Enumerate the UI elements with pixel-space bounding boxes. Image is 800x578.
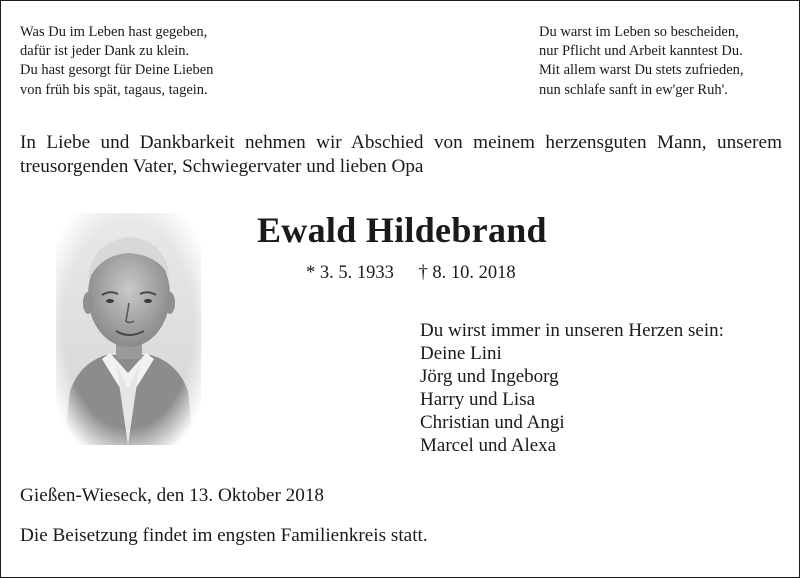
verse-line: Mit allem warst Du stets zufrieden,	[539, 62, 744, 79]
verse-line: von früh bis spät, tagaus, tagein.	[20, 81, 208, 98]
mourner: Christian und Angi	[420, 412, 565, 433]
mourner: Harry und Lisa	[420, 389, 536, 410]
verse-line: nur Pflicht und Arbeit kanntest Du.	[539, 43, 743, 60]
verse-line: Du warst im Leben so bescheiden,	[539, 24, 739, 40]
intro-line: In Liebe und Dankbarkeit nehmen wir Abschied von meinem herzensguten Mann, unserem	[20, 132, 782, 153]
verse-line: Was Du im Leben hast gegeben,	[20, 24, 208, 40]
funeral-note: Die Beisetzung findet im engsten Familienkreis statt.	[20, 525, 428, 546]
intro-line: treusorgenden Vater, Schwiegervater und lieben Opa	[20, 156, 424, 177]
place-and-date: Gießen-Wieseck, den 13. Oktober 2018	[20, 485, 325, 506]
mourner: Jörg und Ingeborg	[420, 366, 559, 387]
portrait-photo	[56, 213, 201, 445]
mourners-heading: Du wirst immer in unseren Herzen sein:	[420, 320, 724, 341]
life-dates	[306, 263, 536, 284]
mourner: Deine Lini	[420, 343, 502, 364]
verse-left	[20, 23, 213, 100]
verse-line: nun schlafe sanft in ew'ger Ruh'.	[539, 81, 728, 98]
mourner: Marcel und Alexa	[420, 435, 557, 456]
verse-line: dafür ist jeder Dank zu klein.	[20, 43, 190, 60]
verse-line: Du hast gesorgt für Deine Lieben	[20, 62, 214, 79]
intro-text	[20, 131, 782, 179]
mourners-list	[420, 319, 724, 457]
death-date: † 8. 10. 2018	[418, 263, 516, 283]
deceased-name: Ewald Hildebrand	[257, 210, 547, 250]
verse-right	[539, 23, 744, 100]
birth-date: * 3. 5. 1933	[306, 263, 394, 283]
